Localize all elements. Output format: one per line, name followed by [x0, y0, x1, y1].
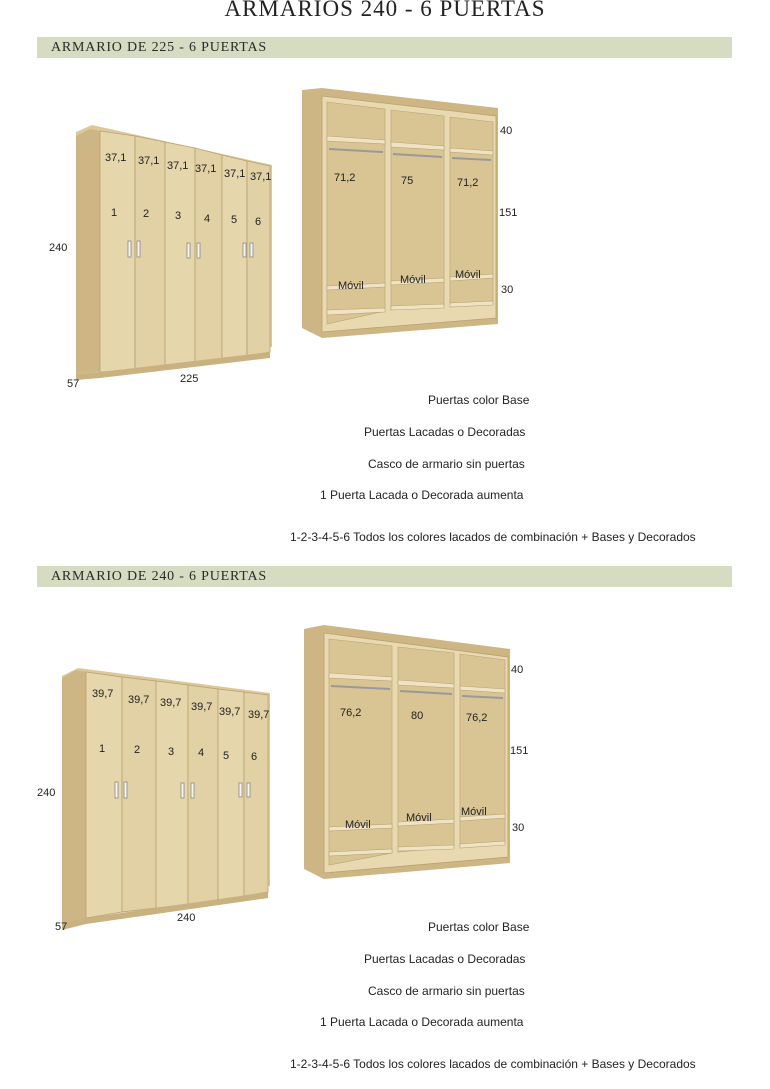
height-label: 240 — [49, 242, 68, 254]
door-number: 3 — [168, 746, 175, 758]
option-doors-base: Puertas color Base — [428, 920, 530, 934]
bay-width-label: 71,2 — [334, 172, 356, 184]
door-number: 5 — [223, 750, 230, 762]
door-number: 1 — [99, 743, 106, 755]
handle — [115, 782, 118, 798]
width-label: 240 — [177, 912, 196, 924]
option-carcass-only: Casco de armario sin puertas — [368, 984, 525, 998]
combination-note: 1-2-3-4-5-6 Todos los colores lacados de combinación + Bases y Decorados — [290, 530, 696, 544]
handle — [247, 783, 250, 797]
door-width-label: 37,1 — [167, 160, 189, 172]
bay-width-label: 76,2 — [466, 712, 488, 724]
door-number: 5 — [231, 214, 238, 226]
bay-width-label: 71,2 — [457, 177, 479, 189]
depth-label: 57 — [67, 378, 80, 390]
bay-width-label: 75 — [401, 175, 414, 187]
handle — [197, 243, 200, 258]
movable-shelf-label: Móvil — [461, 806, 487, 818]
combination-note: 1-2-3-4-5-6 Todos los colores lacados de combinación + Bases y Decorados — [290, 1057, 696, 1071]
bay-width-label: 76,2 — [340, 707, 362, 719]
bay — [329, 639, 392, 865]
closed-wardrobe-figure — [40, 120, 290, 395]
wardrobe-side-panel — [76, 129, 100, 374]
door-number: 3 — [175, 210, 182, 222]
section-heading: ARMARIO DE 240 - 6 PUERTAS — [37, 566, 732, 587]
option-doors-base: Puertas color Base — [428, 393, 530, 407]
height-bottom-label: 30 — [512, 822, 525, 834]
door-width-label: 39,7 — [248, 709, 270, 721]
height-middle-label: 151 — [499, 207, 518, 219]
movable-shelf-label: Móvil — [345, 819, 371, 831]
door-width-label: 37,1 — [224, 168, 246, 180]
handle — [191, 783, 194, 798]
handle — [187, 243, 190, 258]
door-width-label: 37,1 — [195, 163, 217, 175]
height-label: 240 — [37, 787, 56, 799]
option-one-door-increase: 1 Puerta Lacada o Decorada aumenta — [320, 1015, 524, 1029]
handle — [124, 782, 127, 798]
height-top-label: 40 — [500, 125, 513, 137]
door-number: 1 — [111, 207, 118, 219]
door-number: 4 — [198, 747, 205, 759]
door-width-label: 39,7 — [92, 688, 114, 700]
section-heading: ARMARIO DE 225 - 6 PUERTAS — [37, 37, 732, 58]
handle — [243, 243, 246, 257]
height-middle-label: 151 — [510, 745, 529, 757]
door-width-label: 39,7 — [219, 706, 241, 718]
door-number: 6 — [255, 216, 262, 228]
height-top-label: 40 — [511, 664, 524, 676]
handle — [181, 783, 184, 798]
handle — [250, 243, 253, 257]
handle — [128, 241, 131, 257]
door-width-label: 37,1 — [105, 152, 127, 164]
door-number: 4 — [204, 213, 211, 225]
handle — [239, 783, 242, 797]
width-label: 225 — [180, 373, 199, 385]
closed-wardrobe-figure — [30, 660, 280, 935]
movable-shelf-label: Móvil — [406, 812, 432, 824]
wardrobe-side-panel — [62, 670, 86, 924]
door-number: 6 — [251, 751, 258, 763]
option-doors-lacquered: Puertas Lacadas o Decoradas — [364, 952, 526, 966]
door-width-label: 39,7 — [191, 701, 213, 713]
bay-width-label: 80 — [411, 710, 424, 722]
depth-label: 57 — [55, 921, 68, 933]
open-wardrobe-figure — [300, 88, 530, 343]
height-bottom-label: 30 — [501, 284, 514, 296]
option-one-door-increase: 1 Puerta Lacada o Decorada aumenta — [320, 488, 524, 502]
door-number: 2 — [143, 208, 150, 220]
door-panel — [222, 155, 247, 361]
option-carcass-only: Casco de armario sin puertas — [368, 457, 525, 471]
door-panel — [247, 161, 270, 356]
door-width-label: 39,7 — [160, 697, 182, 709]
door-panel — [165, 142, 195, 366]
page-title: ARMARIOS 240 - 6 PUERTAS — [224, 0, 546, 21]
movable-shelf-label: Móvil — [400, 274, 426, 286]
door-number: 2 — [134, 744, 141, 756]
option-doors-lacquered: Puertas Lacadas o Decoradas — [364, 425, 526, 439]
door-width-label: 39,7 — [128, 694, 150, 706]
movable-shelf-label: Móvil — [455, 269, 481, 281]
door-width-label: 37,1 — [250, 171, 272, 183]
open-wardrobe-figure — [302, 625, 532, 885]
handle — [137, 241, 140, 257]
movable-shelf-label: Móvil — [338, 280, 364, 292]
door-width-label: 37,1 — [138, 155, 160, 167]
bays — [329, 639, 505, 865]
